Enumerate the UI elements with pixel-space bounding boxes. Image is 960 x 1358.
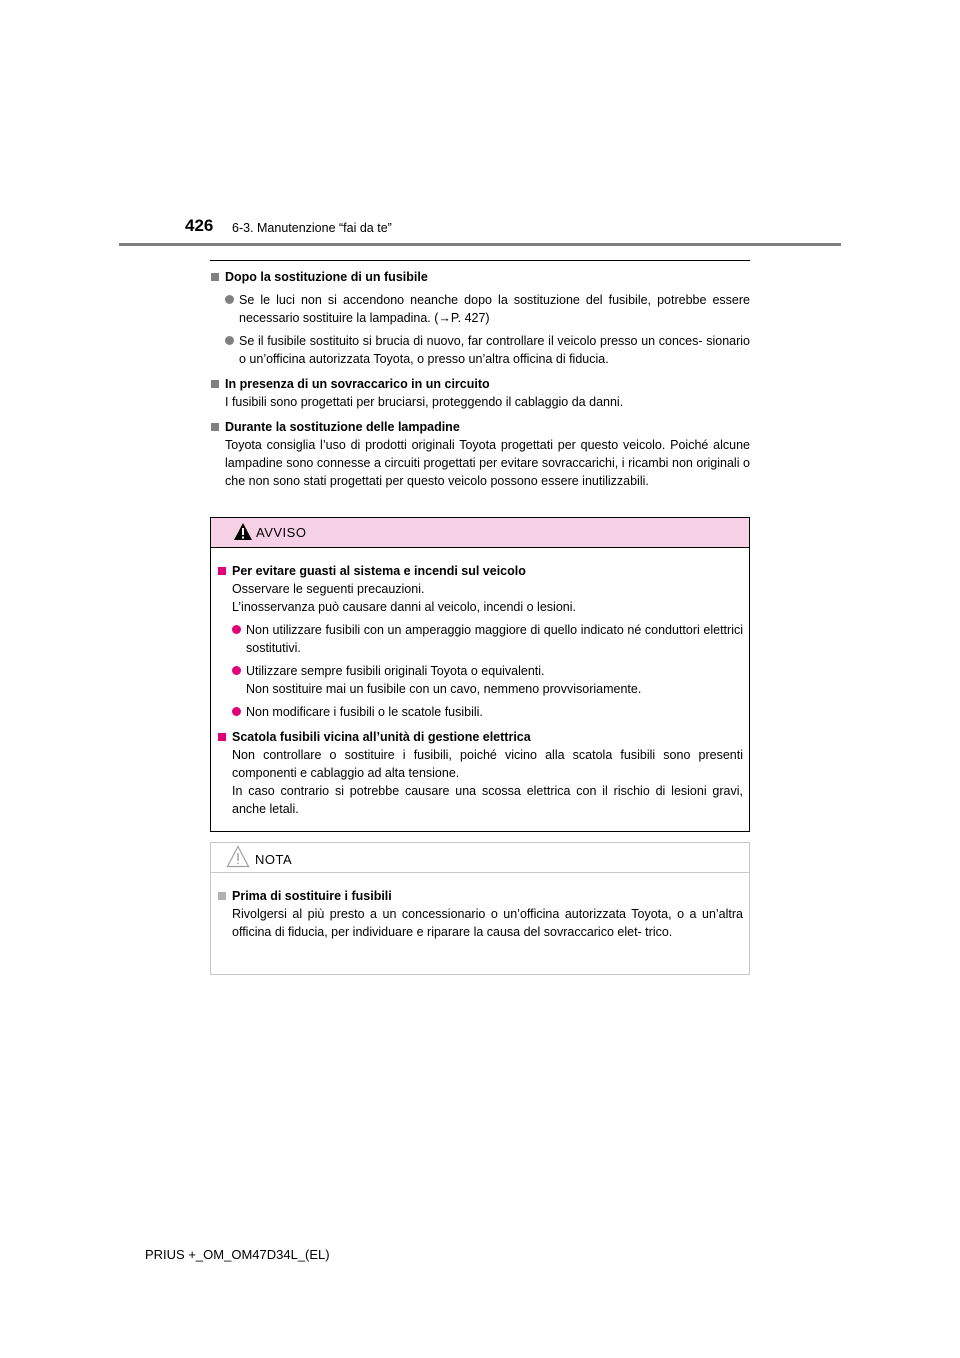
page-number: 426 — [185, 216, 214, 235]
square-bullet-icon — [218, 733, 226, 741]
round-bullet-icon — [232, 707, 241, 716]
list-item: Se le luci non si accendono neanche dopo la sostituzione del fusibile, potrebbe essere necessario sostituire la lampadina. (→P. 427) — [210, 291, 750, 327]
caution-triangle-icon — [226, 845, 250, 868]
section-text: I fusibili sono progettati per bruciarsi, proteggendo il cablaggio da danni. — [225, 395, 624, 409]
round-bullet-icon — [232, 625, 241, 634]
section-heading: Prima di sostituire i fusibili — [232, 889, 392, 903]
round-bullet-icon — [225, 336, 234, 345]
note-box — [210, 842, 750, 975]
list-item: Non modificare i fusibili o le scatole fusibili. — [217, 703, 743, 721]
section-title: 6-3. Manutenzione “fai da te” — [232, 221, 392, 235]
round-bullet-icon — [232, 666, 241, 675]
note-header — [211, 843, 749, 873]
header-rule — [119, 243, 841, 246]
document-code: PRIUS +_OM_OM47D34L_(EL) — [145, 1247, 330, 1262]
warning-box — [210, 517, 750, 832]
note-section — [217, 887, 743, 941]
main-content — [210, 268, 750, 497]
section-bulb-replacement — [210, 418, 750, 490]
round-bullet-icon — [225, 295, 234, 304]
section-heading: Per evitare guasti al sistema e incendi sul veicolo — [232, 564, 526, 578]
section-heading: Scatola fusibili vicina all’unità di gestione elettrica — [232, 730, 531, 744]
section-text: Osservare le seguenti precauzioni. L’inosservanza può causare danni al veicolo, incendi o lesioni. — [232, 582, 576, 614]
section-after-fuse-replacement — [210, 268, 750, 368]
list-item: Se il fusibile sostituito si brucia di nuovo, far controllare il veicolo presso un conces- sionario o un’officina autorizzata Toyota, o presso un’altra officina di fiducia. — [210, 332, 750, 368]
list-item: Utilizzare sempre fusibili originali Toyota o equivalenti. Non sostituire mai un fusibile con un cavo, nemmeno provvisoriamente. — [217, 662, 743, 698]
square-bullet-icon — [211, 273, 219, 281]
square-bullet-icon — [218, 567, 226, 575]
warning-label: AVVISO — [256, 525, 307, 540]
warning-triangle-icon — [233, 522, 253, 541]
section-heading: In presenza di un sovraccarico in un circuito — [225, 377, 490, 391]
section-circuit-overload — [210, 375, 750, 411]
section-heading: Dopo la sostituzione di un fusibile — [225, 270, 428, 284]
square-bullet-icon — [218, 892, 226, 900]
list-item: Non utilizzare fusibili con un amperaggio maggiore di quello indicato né conduttori elettrici sostitutivi. — [217, 621, 743, 657]
section-heading: Durante la sostituzione delle lampadine — [225, 420, 460, 434]
warning-section-fire — [217, 562, 743, 721]
note-label: NOTA — [255, 852, 293, 867]
section-text: Toyota consiglia l’uso di prodotti originali Toyota progettati per questo veicolo. Poiché alcune lampadine sono connesse a circuiti progettati per evitare sovraccarichi, i ricambi non originali o che non sono stati progettati per questo veicolo possono essere inutilizzabili. — [225, 438, 750, 488]
square-bullet-icon — [211, 380, 219, 388]
square-bullet-icon — [211, 423, 219, 431]
section-text: Rivolgersi al più presto a un concessionario o un’officina autorizzata Toyota, o a un’altra officina di fiducia, per individuare e riparare la causa del sovraccarico elet- trico. — [232, 907, 743, 939]
warning-section-high-voltage — [217, 728, 743, 818]
warning-header — [211, 518, 749, 548]
content-rule — [210, 260, 750, 261]
section-text: Non controllare o sostituire i fusibili, poiché vicino alla scatola fusibili sono presenti componenti e cablaggio ad alta tensione. In caso contrario si potrebbe causare una scossa elettrica con il rischio di lesioni gravi, anche letali. — [232, 748, 743, 816]
